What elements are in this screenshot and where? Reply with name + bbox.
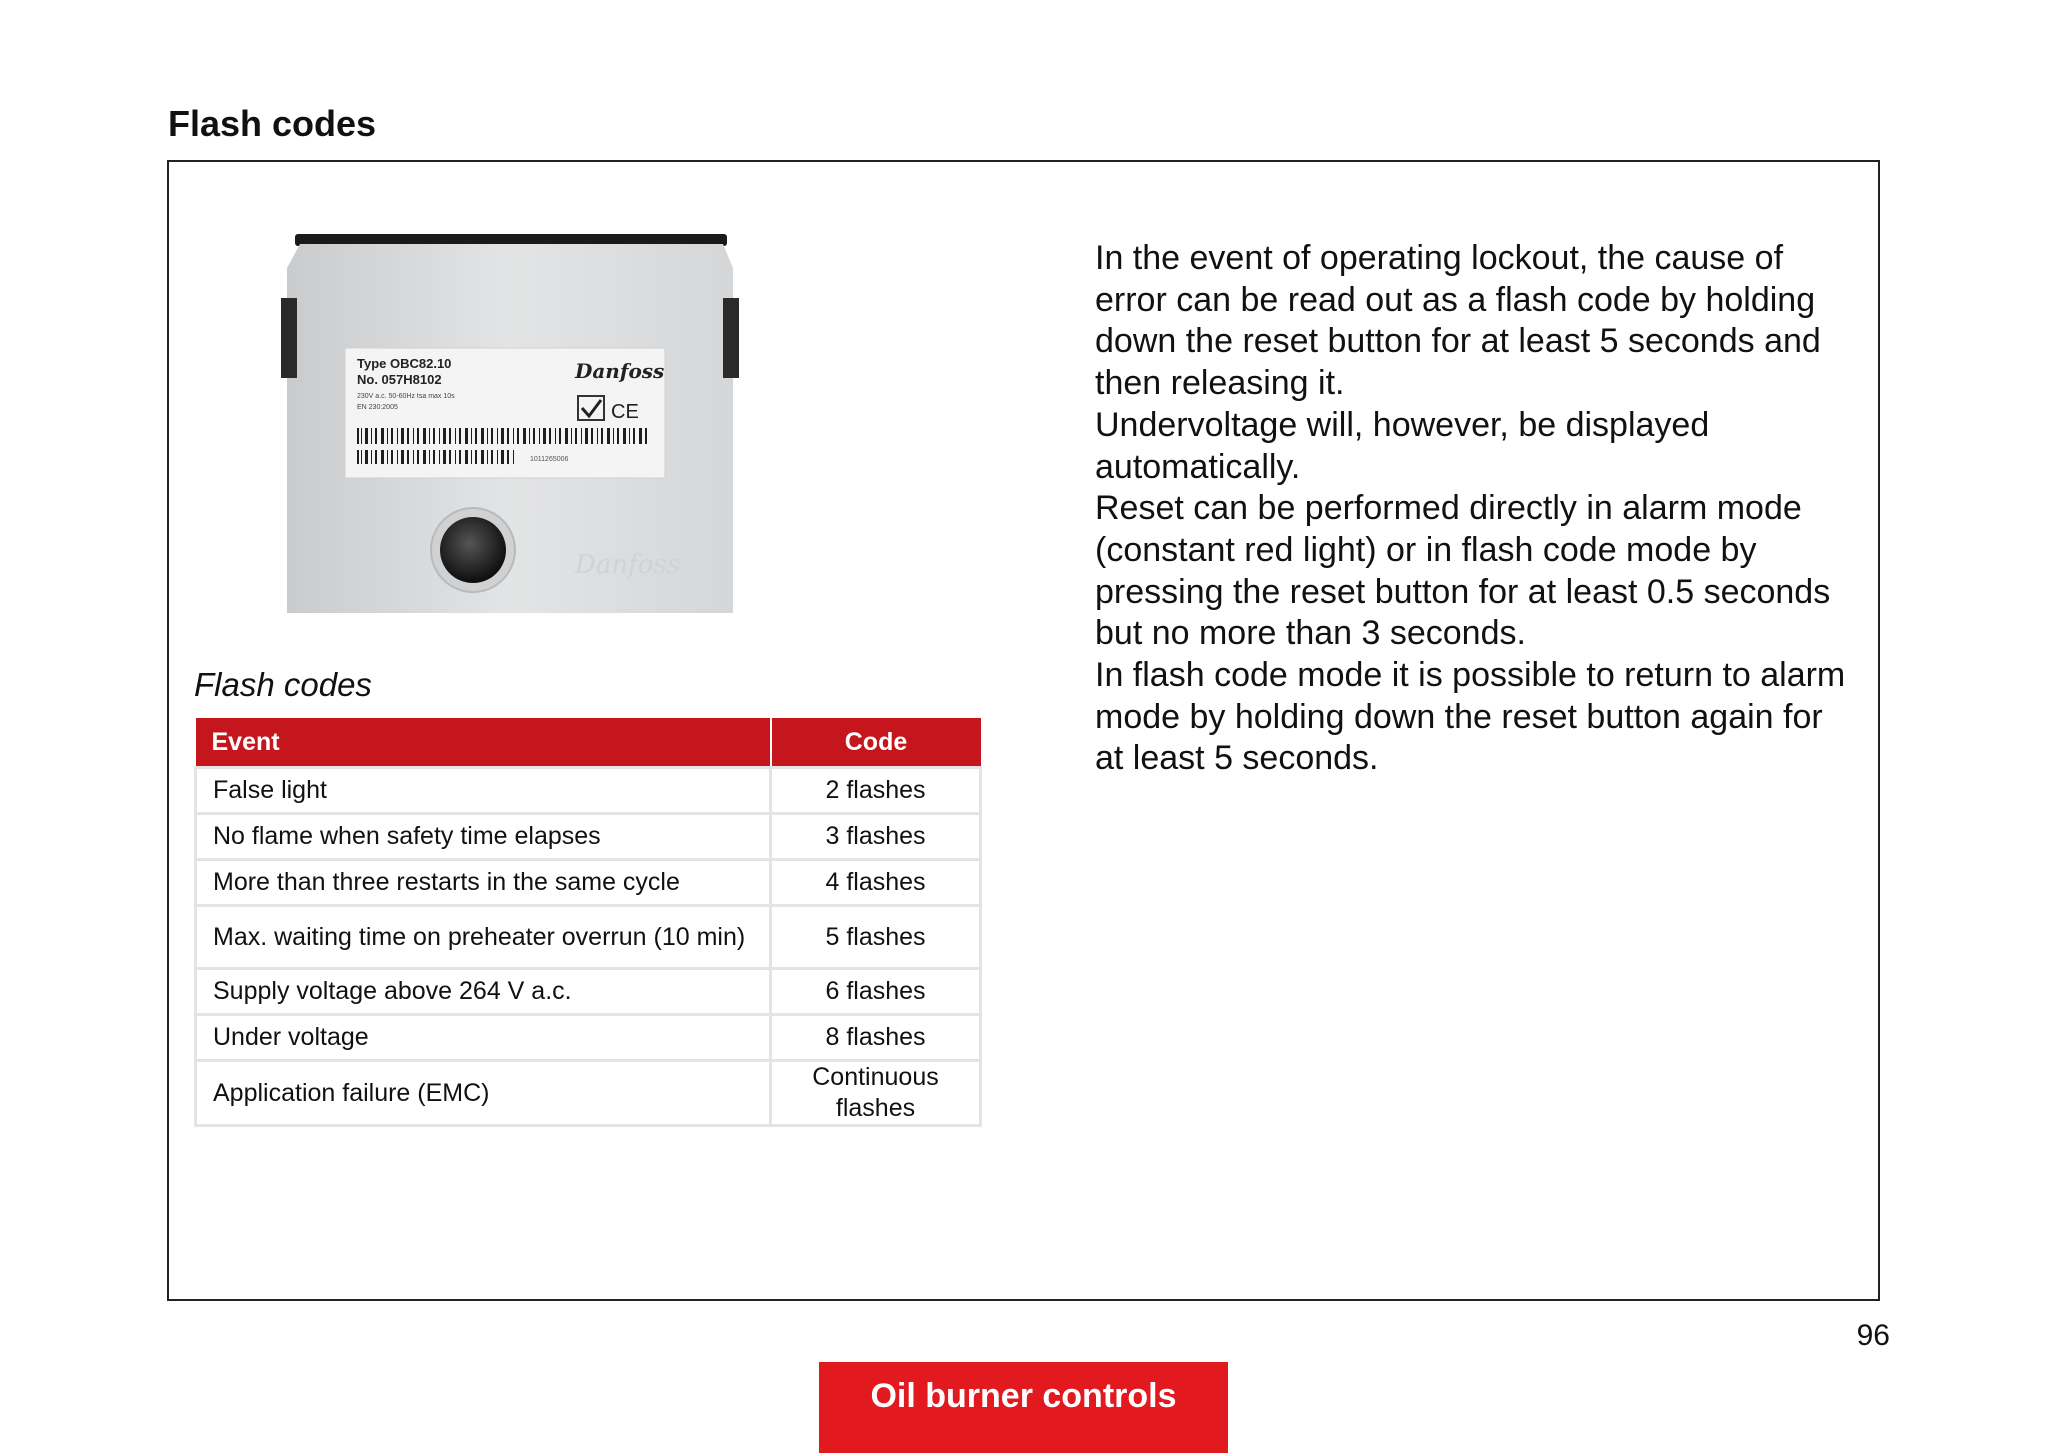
table-header-row [196, 718, 981, 768]
code-cell: 3 flashes [771, 814, 981, 860]
event-cell: Application failure (EMC) [196, 1061, 771, 1126]
label-serial: 1011265006 [530, 456, 569, 463]
table-row [196, 906, 981, 969]
code-cell: 6 flashes [771, 969, 981, 1015]
oil-burner-control-illustration [275, 228, 745, 628]
event-cell: Under voltage [196, 1015, 771, 1061]
code-cell: 4 flashes [771, 860, 981, 906]
table-row [196, 768, 981, 814]
table-caption: Flash codes [194, 666, 372, 703]
header-event: Event [196, 718, 771, 768]
event-cell: More than three restarts in the same cycle [196, 860, 771, 906]
page-title: Flash codes [168, 103, 377, 144]
event-cell: False light [196, 768, 771, 814]
embossed-logo: Danfoss [575, 550, 681, 580]
section-tab: Oil burner controls [819, 1362, 1228, 1453]
reset-button [440, 517, 506, 583]
description-paragraph: Reset can be performed directly in alarm mode (constant red light) or in flash code mode by pressing the reset button for at least 0.5 seconds but no more than 3 seconds. [1095, 489, 1831, 653]
code-cell: Continuous flashes [771, 1061, 981, 1126]
ce-mark: CE [611, 401, 639, 423]
code-cell: 8 flashes [771, 1015, 981, 1061]
event-cell: Supply voltage above 264 V a.c. [196, 969, 771, 1015]
table-row [196, 814, 981, 860]
danfoss-logo: Danfoss [575, 359, 665, 383]
description-paragraph: In flash code mode it is possible to return to alarm mode by holding down the reset button again for at least 5 seconds. [1095, 656, 1846, 778]
description-text [1095, 238, 1855, 780]
table-row [196, 969, 981, 1015]
header-code: Code [771, 718, 981, 768]
label-rating: 230V a.c. 50-60Hz tsa max 10s [357, 393, 455, 400]
flash-codes-table [194, 718, 982, 1127]
right-clip [723, 298, 739, 378]
label-type: Type OBC82.10 [357, 356, 452, 371]
page-number: 96 [1856, 1319, 1890, 1352]
code-cell: 5 flashes [771, 906, 981, 969]
table-row [196, 1015, 981, 1061]
label-number: No. 057H8102 [357, 372, 442, 387]
code-cell: 2 flashes [771, 768, 981, 814]
device-photo [275, 228, 745, 628]
table-row [196, 1061, 981, 1126]
event-cell: Max. waiting time on preheater overrun (10 min) [196, 906, 771, 969]
event-cell: No flame when safety time elapses [196, 814, 771, 860]
left-clip [281, 298, 297, 378]
table-row [196, 860, 981, 906]
description-paragraph: Undervoltage will, however, be displayed automatically. [1095, 405, 1710, 486]
description-paragraph: In the event of operating lockout, the cause of error can be read out as a flash code by holding down the reset button for at least 5 seconds and then releasing it. [1095, 239, 1821, 403]
label-standard: EN 230:2005 [357, 404, 398, 411]
